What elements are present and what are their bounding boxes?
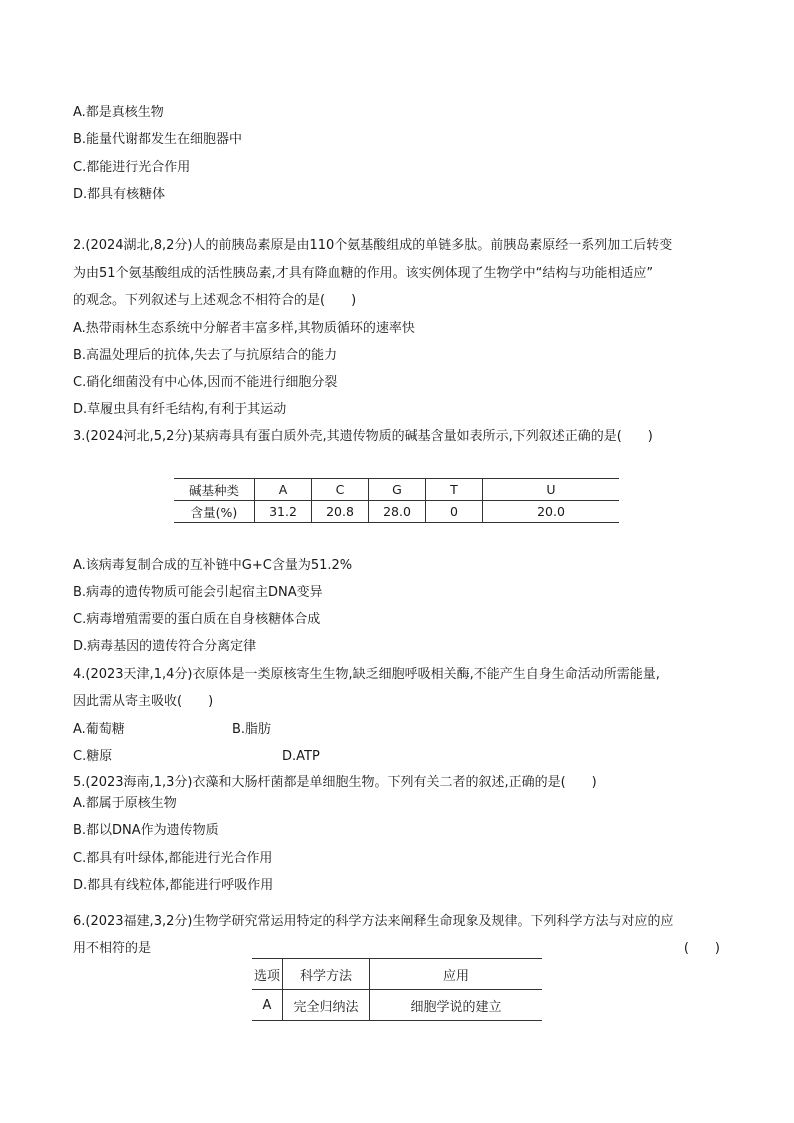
table-cell: 31.2: [255, 501, 312, 523]
q2-option-d: D.草履虫具有纤毛结构,有利于其运动: [73, 402, 287, 417]
q3-option-a: A.该病毒复制合成的互补链中G+C含量为51.2%: [73, 558, 353, 573]
q1-option-c: C.都能进行光合作用: [73, 160, 191, 175]
q5-option-c: C.都具有叶绿体,都能进行光合作用: [73, 851, 273, 866]
table-cell: 28.0: [369, 501, 426, 523]
q2-stem-line-1: 2.(2024湖北,8,2分)人的前胰岛素原是由110个氨基酸组成的单链多肽。前胰岛素原经一系列加工后转变: [73, 238, 673, 253]
table-cell: 应用: [370, 959, 543, 990]
q2-stem-line-2: 为由51个氨基酸组成的活性胰岛素,才具有降血糖的作用。该实例体现了生物学中“结构与功能相适应”: [73, 266, 654, 281]
table-cell: 20.8: [312, 501, 369, 523]
q4-option-a: A.葡萄糖: [73, 722, 125, 737]
method-application-table: [252, 958, 542, 1021]
q3-option-d: D.病毒基因的遗传符合分离定律: [73, 639, 257, 654]
table-cell: C: [312, 479, 369, 501]
table-cell: 含量(%): [190, 504, 238, 520]
q1-option-d: D.都具有核糖体: [73, 187, 166, 202]
q2-option-c: C.硝化细菌没有中心体,因而不能进行细胞分裂: [73, 375, 338, 390]
q2-stem-line-3: 的观念。下列叙述与上述观念不相符合的是( ): [73, 293, 357, 308]
table-cell: U: [483, 479, 620, 501]
q2-option-b: B.高温处理后的抗体,失去了与抗原结合的能力: [73, 348, 338, 363]
table-row: [252, 990, 542, 1021]
q6-stem-line-2: 用不相符的是: [73, 941, 152, 956]
q4-option-b: B.脂肪: [232, 722, 272, 737]
table-header-row: [252, 959, 542, 990]
table-cell: 选项: [252, 959, 283, 990]
q1-option-a: A.都是真核生物: [73, 105, 164, 120]
q4-stem-line-1: 4.(2023天津,1,4分)衣原体是一类原核寄生生物,缺乏细胞呼吸相关酶,不能产生自身生命活动所需能量,: [73, 667, 660, 682]
q4-option-c: C.糖原: [73, 749, 113, 764]
q5-stem: 5.(2023海南,1,3分)衣藻和大肠杆菌都是单细胞生物。下列有关二者的叙述,正确的是( ): [73, 775, 597, 790]
q5-option-b: B.都以DNA作为遗传物质: [73, 823, 219, 838]
q3-option-b: B.病毒的遗传物质可能会引起宿主DNA变异: [73, 585, 323, 600]
q6-stem-line-1: 6.(2023福建,3,2分)生物学研究常运用特定的科学方法来阐释生命现象及规律。下列科学方法与对应的应: [73, 914, 674, 929]
table-cell: 碱基种类: [174, 479, 255, 501]
table-cell: 科学方法: [283, 959, 370, 990]
q1-option-b: B.能量代谢都发生在细胞器中: [73, 132, 243, 147]
q5-option-a: A.都属于原核生物: [73, 796, 177, 811]
q4-option-d: D.ATP: [282, 749, 320, 764]
q6-answer-paren: ( ): [683, 941, 720, 956]
table-row: [174, 501, 619, 523]
q5-option-d: D.都具有线粒体,都能进行呼吸作用: [73, 878, 274, 893]
q3-option-c: C.病毒增殖需要的蛋白质在自身核糖体合成: [73, 612, 321, 627]
table-cell: G: [369, 479, 426, 501]
table-cell: 细胞学说的建立: [370, 990, 543, 1021]
q2-option-a: A.热带雨林生态系统中分解者丰富多样,其物质循环的速率快: [73, 321, 415, 336]
base-content-table: [174, 478, 619, 523]
table-cell: 完全归纳法: [283, 990, 370, 1021]
q4-stem-line-2: 因此需从寄主吸收( ): [73, 694, 214, 709]
table-cell: T: [426, 479, 483, 501]
table-cell: A: [255, 479, 312, 501]
q3-stem: 3.(2024河北,5,2分)某病毒具有蛋白质外壳,其遗传物质的碱基含量如表所示,下列叙述正确的是( ): [73, 429, 653, 444]
table-cell: A: [262, 997, 272, 1013]
table-header-row: [174, 479, 619, 501]
table-cell: 20.0: [483, 501, 620, 523]
table-cell: 0: [426, 501, 483, 523]
